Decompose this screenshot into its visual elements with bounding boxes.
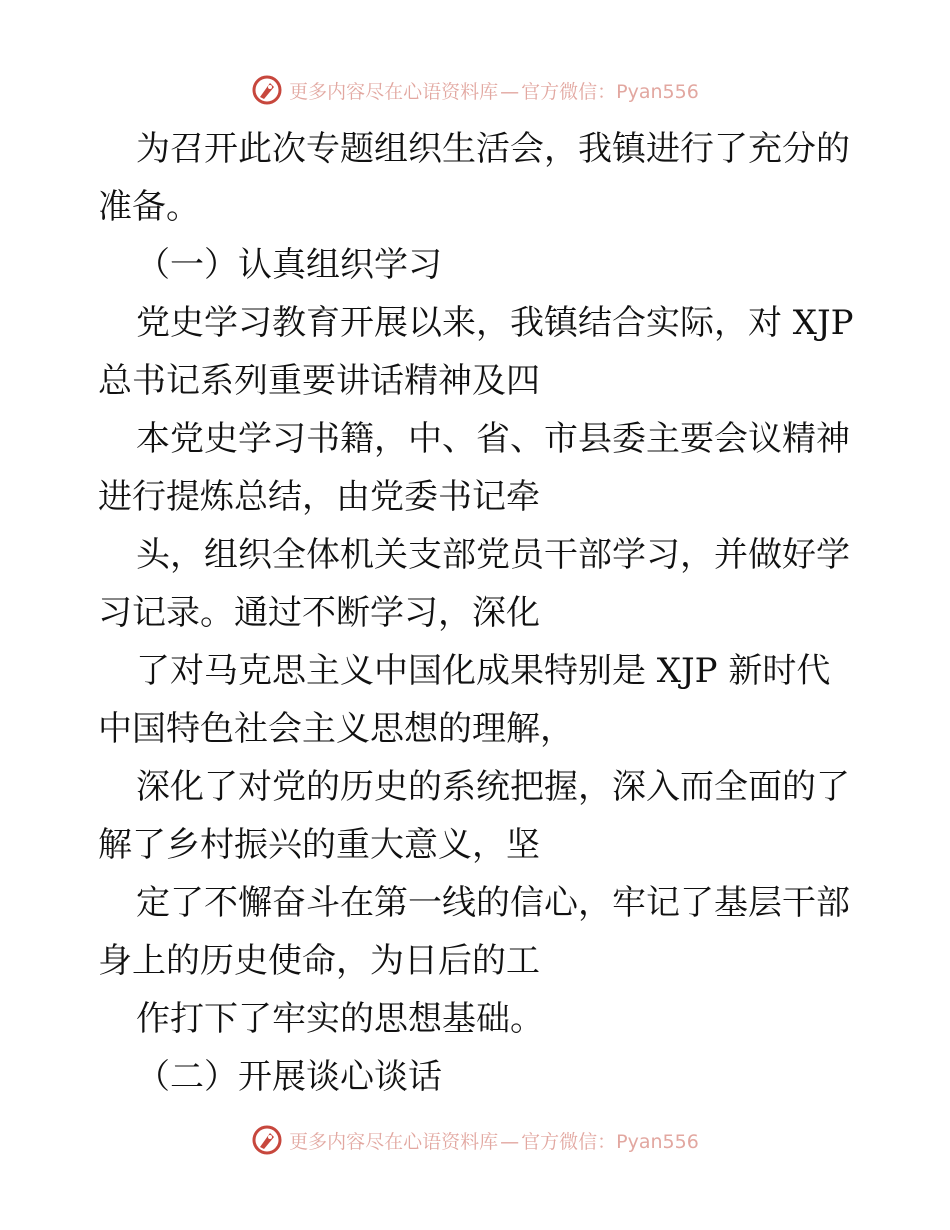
text-line: 解了乡村振兴的重大意义，坚 bbox=[98, 825, 540, 865]
banner-separator: — bbox=[500, 80, 520, 103]
banner-contact: 官方微信：Pyan556 bbox=[521, 1130, 699, 1153]
text-line: （二）开展谈心谈话 bbox=[136, 1057, 442, 1097]
text-line: 为召开此次专题组织生活会，我镇进行了充分的 bbox=[136, 129, 850, 169]
text-line: 头，组织全体机关支部党员干部学习，并做好学 bbox=[136, 535, 850, 575]
text-line: 进行提炼总结，由党委书记牵 bbox=[98, 477, 540, 517]
text-line: 中国特色社会主义思想的理解， bbox=[98, 709, 574, 749]
text-line: 党史学习教育开展以来，我镇结合实际，对 XJP bbox=[136, 303, 854, 343]
text-line: 本党史学习书籍，中、省、市县委主要会议精神 bbox=[136, 419, 850, 459]
text-line: 习记录。通过不断学习，深化 bbox=[98, 593, 540, 633]
text-line: 准备。 bbox=[98, 187, 200, 227]
text-line: 深化了对党的历史的系统把握，深入而全面的了 bbox=[136, 767, 850, 807]
document-body bbox=[98, 120, 858, 1106]
text-line: 总书记系列重要讲话精神及四 bbox=[98, 361, 540, 401]
banner-title: 更多内容尽在心语资料库 bbox=[289, 1130, 499, 1153]
text-line: 定了不懈奋斗在第一线的信心，牢记了基层干部 bbox=[136, 883, 850, 923]
banner-text bbox=[289, 77, 699, 104]
text-line: （一）认真组织学习 bbox=[136, 245, 442, 285]
text-line: 身上的历史使命，为日后的工 bbox=[98, 941, 540, 981]
footer-watermark-banner bbox=[0, 1120, 950, 1160]
text-line: 作打下了牢实的思想基础。 bbox=[136, 999, 544, 1039]
banner-contact: 官方微信：Pyan556 bbox=[521, 80, 699, 103]
text-line: 了对马克思主义中国化成果特别是 XJP 新时代 bbox=[136, 651, 831, 691]
banner-title: 更多内容尽在心语资料库 bbox=[289, 80, 499, 103]
pen-nib-logo-icon bbox=[251, 1124, 283, 1156]
pen-nib-logo-icon bbox=[251, 74, 283, 106]
banner-separator: — bbox=[500, 1130, 520, 1153]
banner-text bbox=[289, 1127, 699, 1154]
header-watermark-banner bbox=[0, 70, 950, 110]
